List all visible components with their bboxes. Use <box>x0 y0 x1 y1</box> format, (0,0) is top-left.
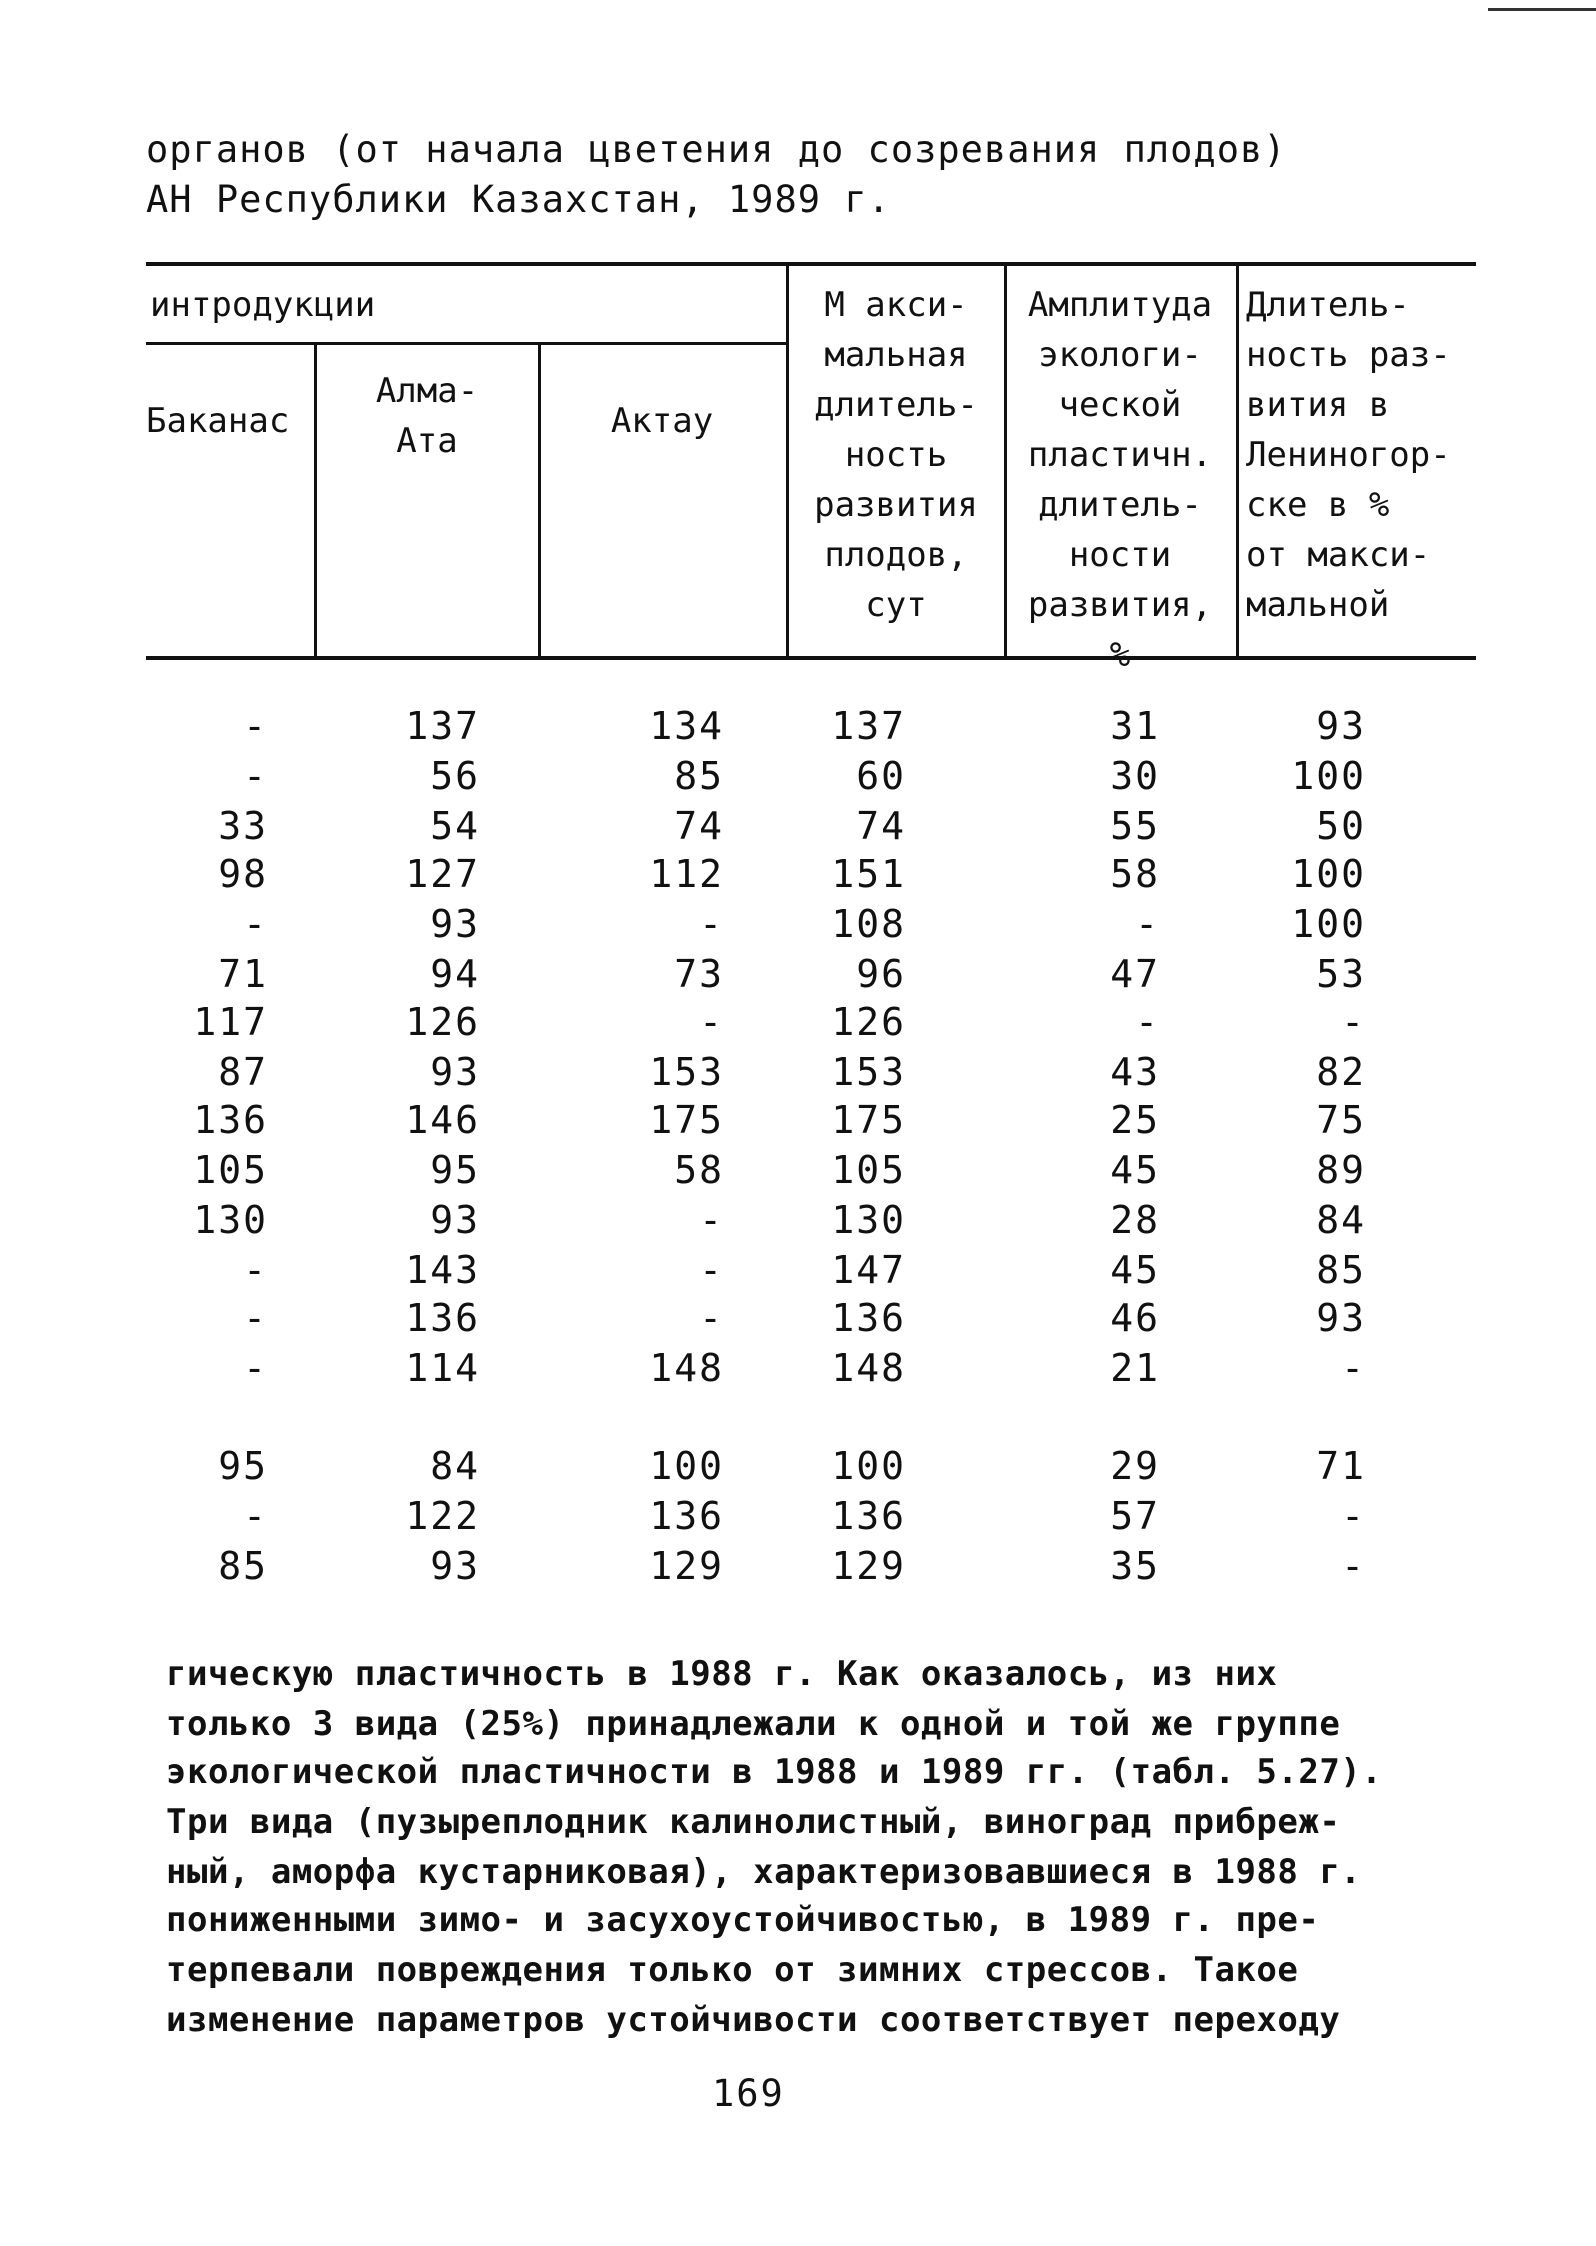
table-cell-amplitude: - <box>1135 1000 1160 1044</box>
column-divider <box>538 344 541 658</box>
table-cell-almaata: 143 <box>405 1248 480 1292</box>
table-cell-leninogorsk: - <box>1341 1544 1366 1588</box>
table-cell-max-duration: 148 <box>831 1346 906 1390</box>
table-cell-amplitude: 21 <box>1110 1346 1160 1390</box>
table-cell-amplitude: 25 <box>1110 1098 1160 1142</box>
table-cell-bakanas: 71 <box>218 952 268 996</box>
column-header-leninogorsk: Длитель- ность раз- вития в Лениногор- ске в % от макси- мальной <box>1246 285 1451 625</box>
table-cell-leninogorsk: 100 <box>1291 902 1366 946</box>
table-cell-leninogorsk: - <box>1341 1494 1366 1538</box>
table-cell-almaata: 146 <box>405 1098 480 1142</box>
table-cell-almaata: 114 <box>405 1346 480 1390</box>
body-text-line: только 3 вида (25%) принадлежали к одной и той же группе <box>166 1704 1341 1744</box>
table-caption-line-1: органов (от начала цветения до созревания плодов) <box>146 128 1287 171</box>
table-cell-max-duration: 151 <box>831 852 906 896</box>
table-cell-almaata: 137 <box>405 704 480 748</box>
table-cell-max-duration: 136 <box>831 1296 906 1340</box>
table-cell-leninogorsk: - <box>1341 1346 1366 1390</box>
table-cell-bakanas: 95 <box>218 1444 268 1488</box>
table-cell-aktau: - <box>699 1198 724 1242</box>
table-cell-aktau: 112 <box>649 852 724 896</box>
column-header-aktau: Актау <box>610 401 714 441</box>
table-cell-amplitude: 45 <box>1110 1248 1160 1292</box>
table-cell-almaata: 126 <box>405 1000 480 1044</box>
page-number: 169 <box>712 2072 785 2115</box>
table-cell-leninogorsk: 82 <box>1316 1050 1366 1094</box>
table-cell-max-duration: 60 <box>856 754 906 798</box>
table-cell-amplitude: - <box>1135 902 1160 946</box>
table-cell-max-duration: 175 <box>831 1098 906 1142</box>
table-cell-aktau: 73 <box>674 952 724 996</box>
table-cell-max-duration: 137 <box>831 704 906 748</box>
table-cell-bakanas: 87 <box>218 1050 268 1094</box>
table-cell-bakanas: 117 <box>193 1000 268 1044</box>
table-cell-leninogorsk: 84 <box>1316 1198 1366 1242</box>
table-cell-amplitude: 31 <box>1110 704 1160 748</box>
table-cell-bakanas: - <box>243 1296 268 1340</box>
table-cell-bakanas: - <box>243 902 268 946</box>
table-cell-almaata: 93 <box>430 1198 480 1242</box>
table-cell-aktau: 134 <box>649 704 724 748</box>
header-bottom-rule <box>146 656 1476 660</box>
column-header-amplitude: Амплитуда экологи- ческой пластичн. длитель- ности развития, % <box>1027 285 1213 675</box>
table-cell-max-duration: 130 <box>831 1198 906 1242</box>
table-top-rule <box>146 262 1476 266</box>
table-cell-aktau: 129 <box>649 1544 724 1588</box>
body-text-line: Три вида (пузыреплодник калинолистный, виноград прибреж- <box>166 1802 1341 1842</box>
table-cell-aktau: 136 <box>649 1494 724 1538</box>
table-cell-almaata: 94 <box>430 952 480 996</box>
table-cell-max-duration: 129 <box>831 1544 906 1588</box>
table-cell-bakanas: - <box>243 704 268 748</box>
table-cell-bakanas: 105 <box>193 1148 268 1192</box>
table-cell-amplitude: 29 <box>1110 1444 1160 1488</box>
table-cell-aktau: - <box>699 1000 724 1044</box>
table-cell-leninogorsk: 85 <box>1316 1248 1366 1292</box>
table-cell-aktau: 148 <box>649 1346 724 1390</box>
table-cell-almaata: 122 <box>405 1494 480 1538</box>
table-cell-leninogorsk: 75 <box>1316 1098 1366 1142</box>
table-cell-amplitude: 46 <box>1110 1296 1160 1340</box>
body-text-line: гическую пластичность в 1988 г. Как оказалось, из них <box>166 1654 1278 1694</box>
table-cell-leninogorsk: 50 <box>1316 804 1366 848</box>
table-cell-bakanas: - <box>243 1248 268 1292</box>
table-cell-bakanas: - <box>243 1346 268 1390</box>
table-cell-leninogorsk: 93 <box>1316 704 1366 748</box>
table-cell-max-duration: 153 <box>831 1050 906 1094</box>
body-text-line: изменение параметров устойчивости соответствует переходу <box>166 2000 1341 2040</box>
table-cell-amplitude: 30 <box>1110 754 1160 798</box>
table-cell-aktau: 85 <box>674 754 724 798</box>
table-cell-max-duration: 74 <box>856 804 906 848</box>
column-divider <box>786 264 789 658</box>
table-cell-leninogorsk: 53 <box>1316 952 1366 996</box>
table-cell-amplitude: 45 <box>1110 1148 1160 1192</box>
table-cell-amplitude: 47 <box>1110 952 1160 996</box>
table-cell-leninogorsk: 93 <box>1316 1296 1366 1340</box>
column-header-bakanas: Баканас <box>146 401 290 441</box>
table-cell-max-duration: 147 <box>831 1248 906 1292</box>
table-cell-amplitude: 57 <box>1110 1494 1160 1538</box>
table-cell-aktau: 100 <box>649 1444 724 1488</box>
table-cell-amplitude: 35 <box>1110 1544 1160 1588</box>
table-cell-max-duration: 96 <box>856 952 906 996</box>
table-cell-aktau: 58 <box>674 1148 724 1192</box>
table-cell-max-duration: 126 <box>831 1000 906 1044</box>
table-cell-leninogorsk: 100 <box>1291 852 1366 896</box>
table-cell-bakanas: 136 <box>193 1098 268 1142</box>
table-cell-max-duration: 136 <box>831 1494 906 1538</box>
table-cell-almaata: 93 <box>430 902 480 946</box>
table-cell-bakanas: - <box>243 1494 268 1538</box>
table-cell-aktau: 153 <box>649 1050 724 1094</box>
table-cell-leninogorsk: - <box>1341 1000 1366 1044</box>
table-cell-bakanas: 98 <box>218 852 268 896</box>
column-header-almaata: Алма- Ата <box>375 371 479 461</box>
table-cell-aktau: - <box>699 1296 724 1340</box>
table-caption-line-2: АН Республики Казахстан, 1989 г. <box>146 178 891 221</box>
table-cell-leninogorsk: 89 <box>1316 1148 1366 1192</box>
column-header-max-duration: М акси- мальная длитель- ность развития плодов, сут <box>814 285 978 625</box>
table-cell-amplitude: 43 <box>1110 1050 1160 1094</box>
table-cell-aktau: 175 <box>649 1098 724 1142</box>
table-cell-aktau: - <box>699 1248 724 1292</box>
table-cell-almaata: 136 <box>405 1296 480 1340</box>
table-cell-leninogorsk: 100 <box>1291 754 1366 798</box>
table-cell-amplitude: 58 <box>1110 852 1160 896</box>
body-text-line: пониженными зимо- и засухоустойчивостью, в 1989 г. пре- <box>166 1900 1320 1940</box>
table-cell-amplitude: 28 <box>1110 1198 1160 1242</box>
body-text-line: терпевали повреждения только от зимних стрессов. Такое <box>166 1950 1299 1990</box>
table-cell-leninogorsk: 71 <box>1316 1444 1366 1488</box>
table-cell-almaata: 56 <box>430 754 480 798</box>
table-cell-almaata: 127 <box>405 852 480 896</box>
table-cell-bakanas: - <box>243 754 268 798</box>
table-cell-bakanas: 33 <box>218 804 268 848</box>
table-cell-almaata: 93 <box>430 1050 480 1094</box>
table-cell-almaata: 54 <box>430 804 480 848</box>
table-cell-amplitude: 55 <box>1110 804 1160 848</box>
table-cell-aktau: 74 <box>674 804 724 848</box>
table-cell-aktau: - <box>699 902 724 946</box>
table-cell-bakanas: 85 <box>218 1544 268 1588</box>
body-text-line: экологической пластичности в 1988 и 1989 гг. (табл. 5.27). <box>166 1752 1383 1792</box>
top-edge-rule <box>1488 8 1596 11</box>
table-cell-max-duration: 100 <box>831 1444 906 1488</box>
table-cell-max-duration: 105 <box>831 1148 906 1192</box>
table-cell-bakanas: 130 <box>193 1198 268 1242</box>
group-header-introduction: интродукции <box>150 285 376 325</box>
column-divider <box>1236 264 1239 658</box>
body-text-line: ный, аморфа кустарниковая), характеризовавшиеся в 1988 г. <box>166 1852 1362 1892</box>
group-header-rule <box>146 342 786 345</box>
table-cell-max-duration: 108 <box>831 902 906 946</box>
table-cell-almaata: 95 <box>430 1148 480 1192</box>
table-cell-almaata: 93 <box>430 1544 480 1588</box>
column-divider <box>314 344 317 658</box>
table-cell-almaata: 84 <box>430 1444 480 1488</box>
